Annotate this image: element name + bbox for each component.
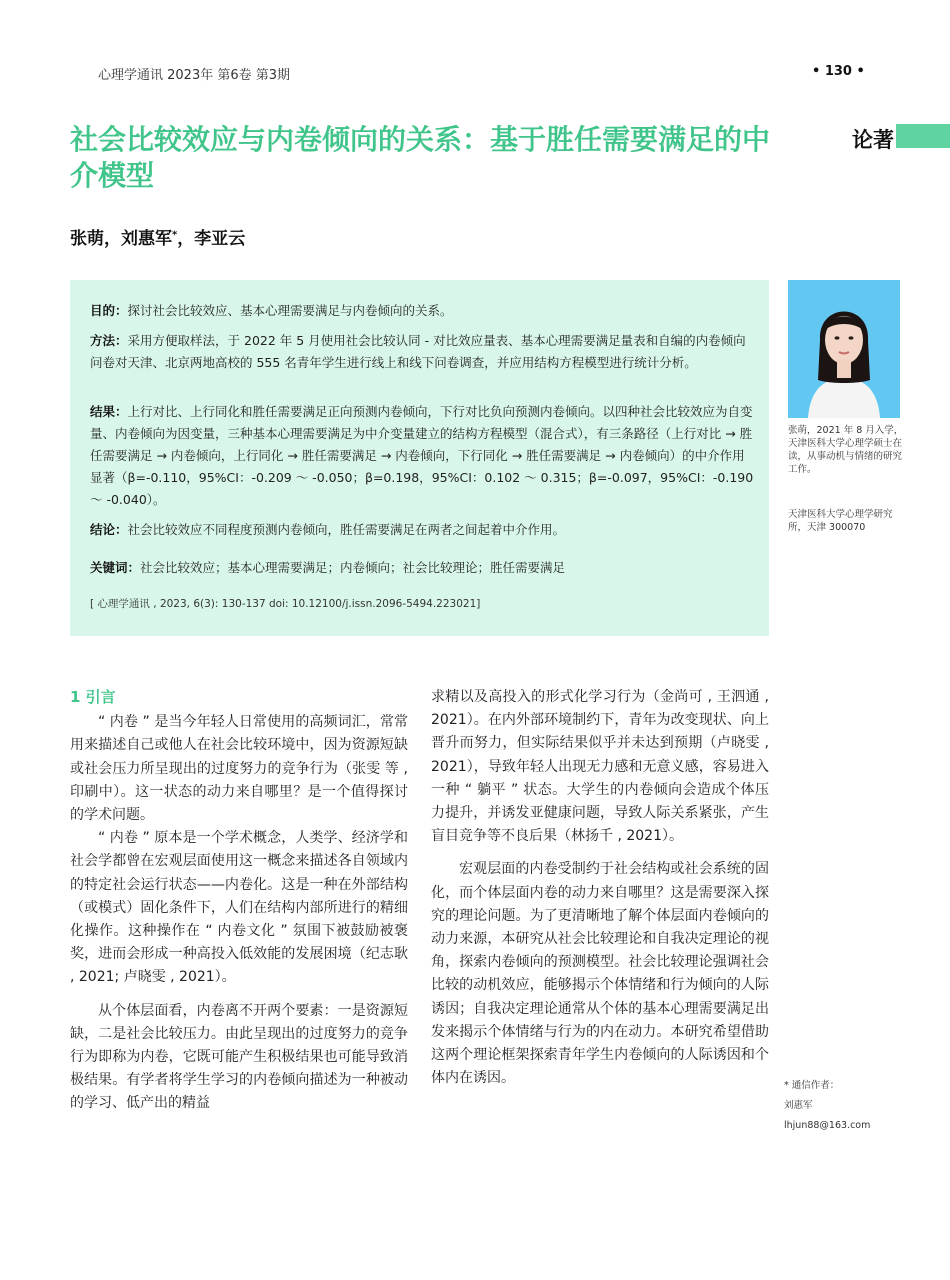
body-paragraph: “ 内卷 ” 原本是一个学术概念，人类学、经济学和社会学都曾在宏观层面使用这一概念来描述各自领域内的特定社会运行状态——内卷化。这是一种在外部结构（或模式）固化条件下，人们在结构内部所进行的精细化操作。这种操作在 “ 内卷文化 ” 氛围下被鼓励被褒奖，进而会形成一种高投入低效能的发展困境（纪志耿 , 2021; 卢晓雯 , 2021）。 bbox=[70, 830, 408, 986]
article-title: 社会比较效应与内卷倾向的关系：基于胜任需要满足的中介模型 bbox=[70, 123, 771, 192]
page-number: • 130 • bbox=[812, 64, 865, 79]
abstract-keywords bbox=[90, 557, 754, 579]
conclusion-label: 结论： bbox=[90, 522, 128, 537]
author-bio: 张萌，2021 年 8 月入学，天津医科大学心理学硕士在读，从事动机与情绪的研究工作。 bbox=[788, 425, 904, 475]
abstract-methods bbox=[90, 330, 754, 374]
abstract-results bbox=[90, 401, 754, 511]
authors-part1: 张萌，刘惠军 bbox=[70, 229, 172, 249]
methods-text: 采用方便取样法，于 2022 年 5 月使用社会比较认同 - 对比效应量表、基本心理需要满足量表和自编的内卷倾向问卷对天津、北京两地高校的 555 名青年学生进行线上和线下问卷调查，并应用结构方程模型进行统计分析。 bbox=[90, 333, 746, 370]
body-column-left bbox=[70, 686, 408, 1116]
journal-header: 心理学通讯 2023年 第6卷 第3期 bbox=[98, 68, 291, 83]
keywords-text: 社会比较效应；基本心理需要满足；内卷倾向；社会比较理论；胜任需要满足 bbox=[140, 560, 566, 575]
body-paragraph: 从个体层面看，内卷离不开两个要素：一是资源短缺，二是社会比较压力。由此呈现出的过度努力的竞争行为即称为内卷，它既可能产生积极结果也可能导致消极结果。有学者将学生学习的内卷倾向描述为一种被动的学习、低产出的精益 bbox=[70, 1002, 408, 1112]
section-tag-bar bbox=[896, 124, 950, 148]
corresponding-label: * 通信作者： bbox=[784, 1080, 840, 1091]
results-label: 结果： bbox=[90, 404, 128, 419]
section-tag: 论著 bbox=[852, 128, 894, 152]
author-photo bbox=[788, 280, 900, 418]
section-heading: 1 引言 bbox=[70, 688, 116, 706]
corresponding-name: 刘惠军 bbox=[784, 1100, 813, 1111]
body-column-right bbox=[431, 686, 769, 1090]
authors-part2: ，李亚云 bbox=[177, 229, 246, 249]
corresponding-email[interactable]: lhjun88@163.com bbox=[784, 1120, 871, 1131]
body-paragraph: 宏观层面的内卷受制约于社会结构或社会系统的固化，而个体层面内卷的动力来自哪里？这是需要深入探究的理论问题。为了更清晰地了解个体层面内卷倾向的动力来源，本研究从社会比较理论和自我决定理论的视角，探索内卷倾向的预测模型。社会比较理论强调社会比较的动机效应，能够揭示个体情绪和行为倾向的人际诱因；自我决定理论通常从个体的基本心理需要满足出发来揭示个体情绪与行为的内在动力。本研究希望借助这两个理论框架探索青年学生内卷倾向的人际诱因和个体内在诱因。 bbox=[431, 861, 769, 1087]
abstract-box bbox=[70, 280, 769, 636]
abstract-objective bbox=[90, 300, 754, 322]
conclusion-text: 社会比较效应不同程度预测内卷倾向，胜任需要满足在两者之间起着中介作用。 bbox=[127, 522, 566, 537]
author-portrait-image bbox=[788, 280, 900, 418]
corresponding-author bbox=[784, 1076, 904, 1136]
body-paragraph: “ 内卷 ” 是当今年轻人日常使用的高频词汇，常常用来描述自己或他人在社会比较环境中，因为资源短缺或社会压力所呈现出的过度努力的竞争行为（张雯 等 , 印刷中）。这一状态的动力来自哪里？是一个值得探讨的学术问题。 bbox=[70, 714, 408, 824]
corresponding-mark: * bbox=[172, 229, 178, 241]
objective-label: 目的： bbox=[90, 303, 128, 318]
results-text: 上行对比、上行同化和胜任需要满足正向预测内卷倾向，下行对比负向预测内卷倾向。以四种社会比较效应为自变量、内卷倾向为因变量，三种基本心理需要满足为中介变量建立的结构方程模型（混合式），有三条路径（上行对比 → 胜任需要满足 → 内卷倾向，上行同化 → 胜任需要满足 → 内卷倾向，下行同化 → 胜任需要满足 → 内卷倾向）的中介作用显著（β=-0.110，95%CI：-0.209 ～ -0.050；β=0.198，95%CI：0.102 ～ 0.315；β=-0.097，95%CI：-0.190 ～ -0.040）。 bbox=[90, 404, 754, 507]
body-paragraph: 求精以及高投入的形式化学习行为（金尚可 , 王泗通 , 2021）。在内外部环境制约下，青年为改变现状、向上晋升而努力，但实际结果似乎并未达到预期（卢晓雯 , 2021），导致年轻人出现无力感和无意义感，容易进入一种 “ 躺平 ” 状态。大学生的内卷倾向会造成个体压力提升，并诱发亚健康问题，导致人际关系紧张，产生盲目竞争等不良后果（林扬千 , 2021）。 bbox=[431, 689, 769, 845]
methods-label: 方法： bbox=[90, 333, 128, 348]
citation: [ 心理学通讯 , 2023, 6(3): 130-137 doi: 10.12100/j.issn.2096-5494.223021] bbox=[90, 598, 481, 610]
author-list bbox=[70, 224, 245, 249]
objective-text: 探讨社会比较效应、基本心理需要满足与内卷倾向的关系。 bbox=[127, 303, 453, 318]
affiliation: 天津医科大学心理学研究所，天津 300070 bbox=[788, 509, 893, 533]
abstract-conclusion bbox=[90, 519, 754, 541]
keywords-label: 关键词： bbox=[90, 560, 141, 575]
